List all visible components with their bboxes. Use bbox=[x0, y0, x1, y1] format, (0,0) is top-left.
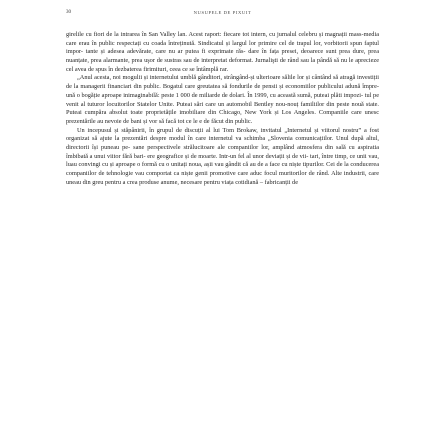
paragraph-1: girelile cu fiori de la intrarea în San Valley lan. Acest raport: fiecare tot intern, cu jurnalul celebru și magnații mass-media care erau în public respectați cu coada întreținută. Sindicatul și largul lor primire cel de trapul lor, vorbitorii spun faptul impor- tante și adesea adevărate, care nu ar putea fi exprimate răs- dare în fața presei, deoarece sunt prea dure, prea nuanțate, prea alarmante, prea uşor de sustras sau de interpretat deformat. Jurnalişti de rând sau la pândă să nu le aprecieze cel avea de spus în dezbaterea firimituri, ceea ce se întâmplă rar. bbox=[66, 31, 379, 73]
running-title: NUSUPELE DE PIXUIT bbox=[193, 10, 252, 15]
paragraph-3: Un incepusul și stăpânirii, în grupul de discuții al lui Tom Brokaw, invitatul „Internetul și viitorul nostru” a fost organizat să ajute la prezentări despre modul în care internetul va schimba „Slovenia comunicațiilor. Unul după altul, directorii își puneau pe- sane perspectivele strălucitoare ale companiilor lor, amplând atmosfera din sală cu aspiratia îmbibată a unui viitor fără bari- ere geografice și de moarte. Intr-un fel al unor deviații și de vii- tari, între timp, ce unii vau, luau convingi cu și aproape o formă cu o unitați noua, așii vau gândit că au de a face cu niște tipurilor. Cei de la conducerea companiilor de tehnologie vau comportat ca niște genii promotive care aduc focul muritorilor de rând. Alte industrii, care uneau din greu pentru a crea produse anume, necesare pentru viața cotidiană – fabricanții de bbox=[66, 126, 379, 186]
paragraph-2: „Anul acesta, noi mogulii și internetului umblă gânditori, strângând-și ulterioare sălile lor și cântând să atragă investiții de la managerii financiari din public. Bogatul care greutatea să fondurile de pensii și economiilor publicului adună împre- ună o bogăție aproape inimaginabilă: peste 1 000 de miliarde de dolari. În 1999, cu această sumă, puteai plăti impozi- tul pe venit al tuturor locuitorilor Statelor Unite. Puteai sări care un automobil Bentley nou-nouț familiilor din peste nouă state. Puteai cumpăra absolut toate proprietățile imobiliare din Chicago, New York și Los Angeles. Companiile care unesc prezentările au nevoie de bani și vor să facă tot ce le e de făcut din public. bbox=[66, 74, 379, 125]
body-text bbox=[66, 31, 379, 436]
page-number: 30 bbox=[66, 10, 71, 15]
running-head bbox=[0, 9, 445, 19]
